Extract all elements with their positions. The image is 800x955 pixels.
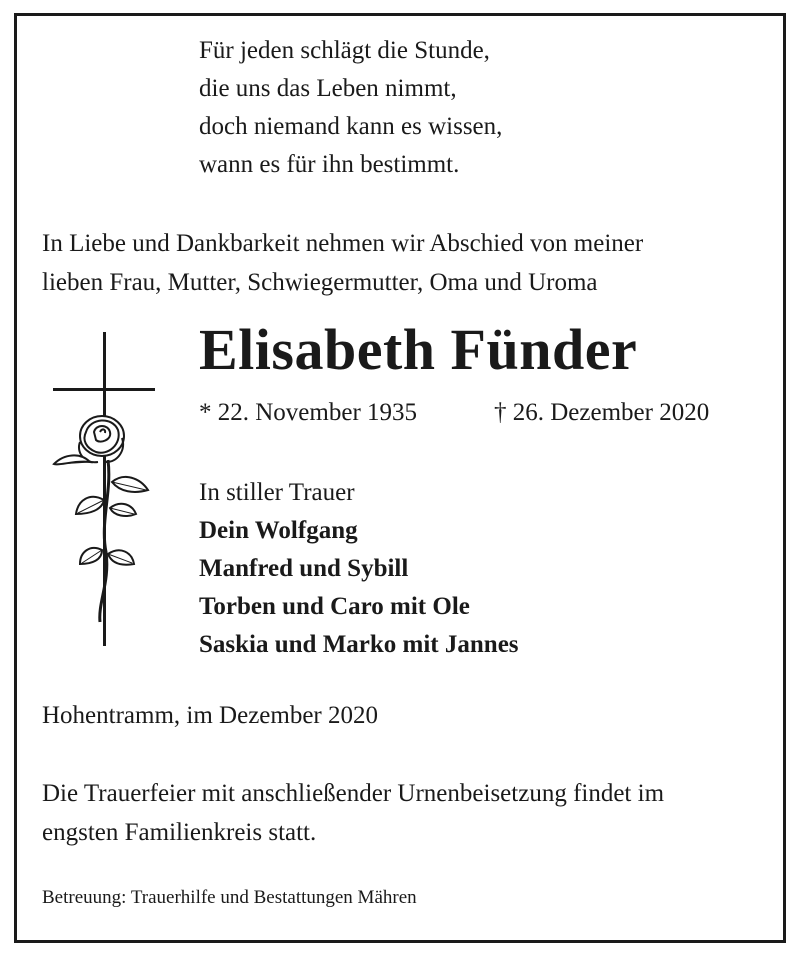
poem-line: wann es für ihn bestimmt. xyxy=(199,151,460,178)
intro-line: In Liebe und Dankbarkeit nehmen wir Abschied von meiner xyxy=(42,230,644,257)
notice-line: Die Trauerfeier mit anschließender Urnenbeisetzung findet im xyxy=(42,780,665,807)
funeral-home-credit: Betreuung: Trauerhilfe und Bestattungen Mähren xyxy=(42,887,417,908)
intro-text xyxy=(42,224,643,302)
mourner-name: Dein Wolfgang xyxy=(199,517,358,544)
mourner-name: Torben und Caro mit Ole xyxy=(199,593,470,620)
mourning-lead: In stiller Trauer xyxy=(199,479,355,506)
mourner-name: Saskia und Marko mit Jannes xyxy=(199,631,519,658)
rose-leaves xyxy=(54,455,148,564)
birth-date: * 22. November 1935 xyxy=(199,399,418,426)
mourners-block xyxy=(199,474,519,664)
cross-with-rose-icon xyxy=(50,332,160,646)
ceremony-notice xyxy=(42,774,664,852)
place-date: Hohentramm, im Dezember 2020 xyxy=(42,702,379,729)
cross-horizontal-bar xyxy=(53,388,155,391)
poem-line: doch niemand kann es wissen, xyxy=(199,113,503,140)
mourner-name: Manfred und Sybill xyxy=(199,555,409,582)
death-date: † 26. Dezember 2020 xyxy=(494,399,710,426)
intro-line: lieben Frau, Mutter, Schwiegermutter, Oma und Uroma xyxy=(42,269,598,296)
poem-line: Für jeden schlägt die Stunde, xyxy=(199,37,490,64)
poem-line: die uns das Leben nimmt, xyxy=(199,75,457,102)
rose-bloom xyxy=(79,416,124,462)
deceased-name: Elisabeth Fünder xyxy=(199,317,638,382)
notice-line: engsten Familienkreis statt. xyxy=(42,819,317,846)
poem xyxy=(199,32,502,184)
